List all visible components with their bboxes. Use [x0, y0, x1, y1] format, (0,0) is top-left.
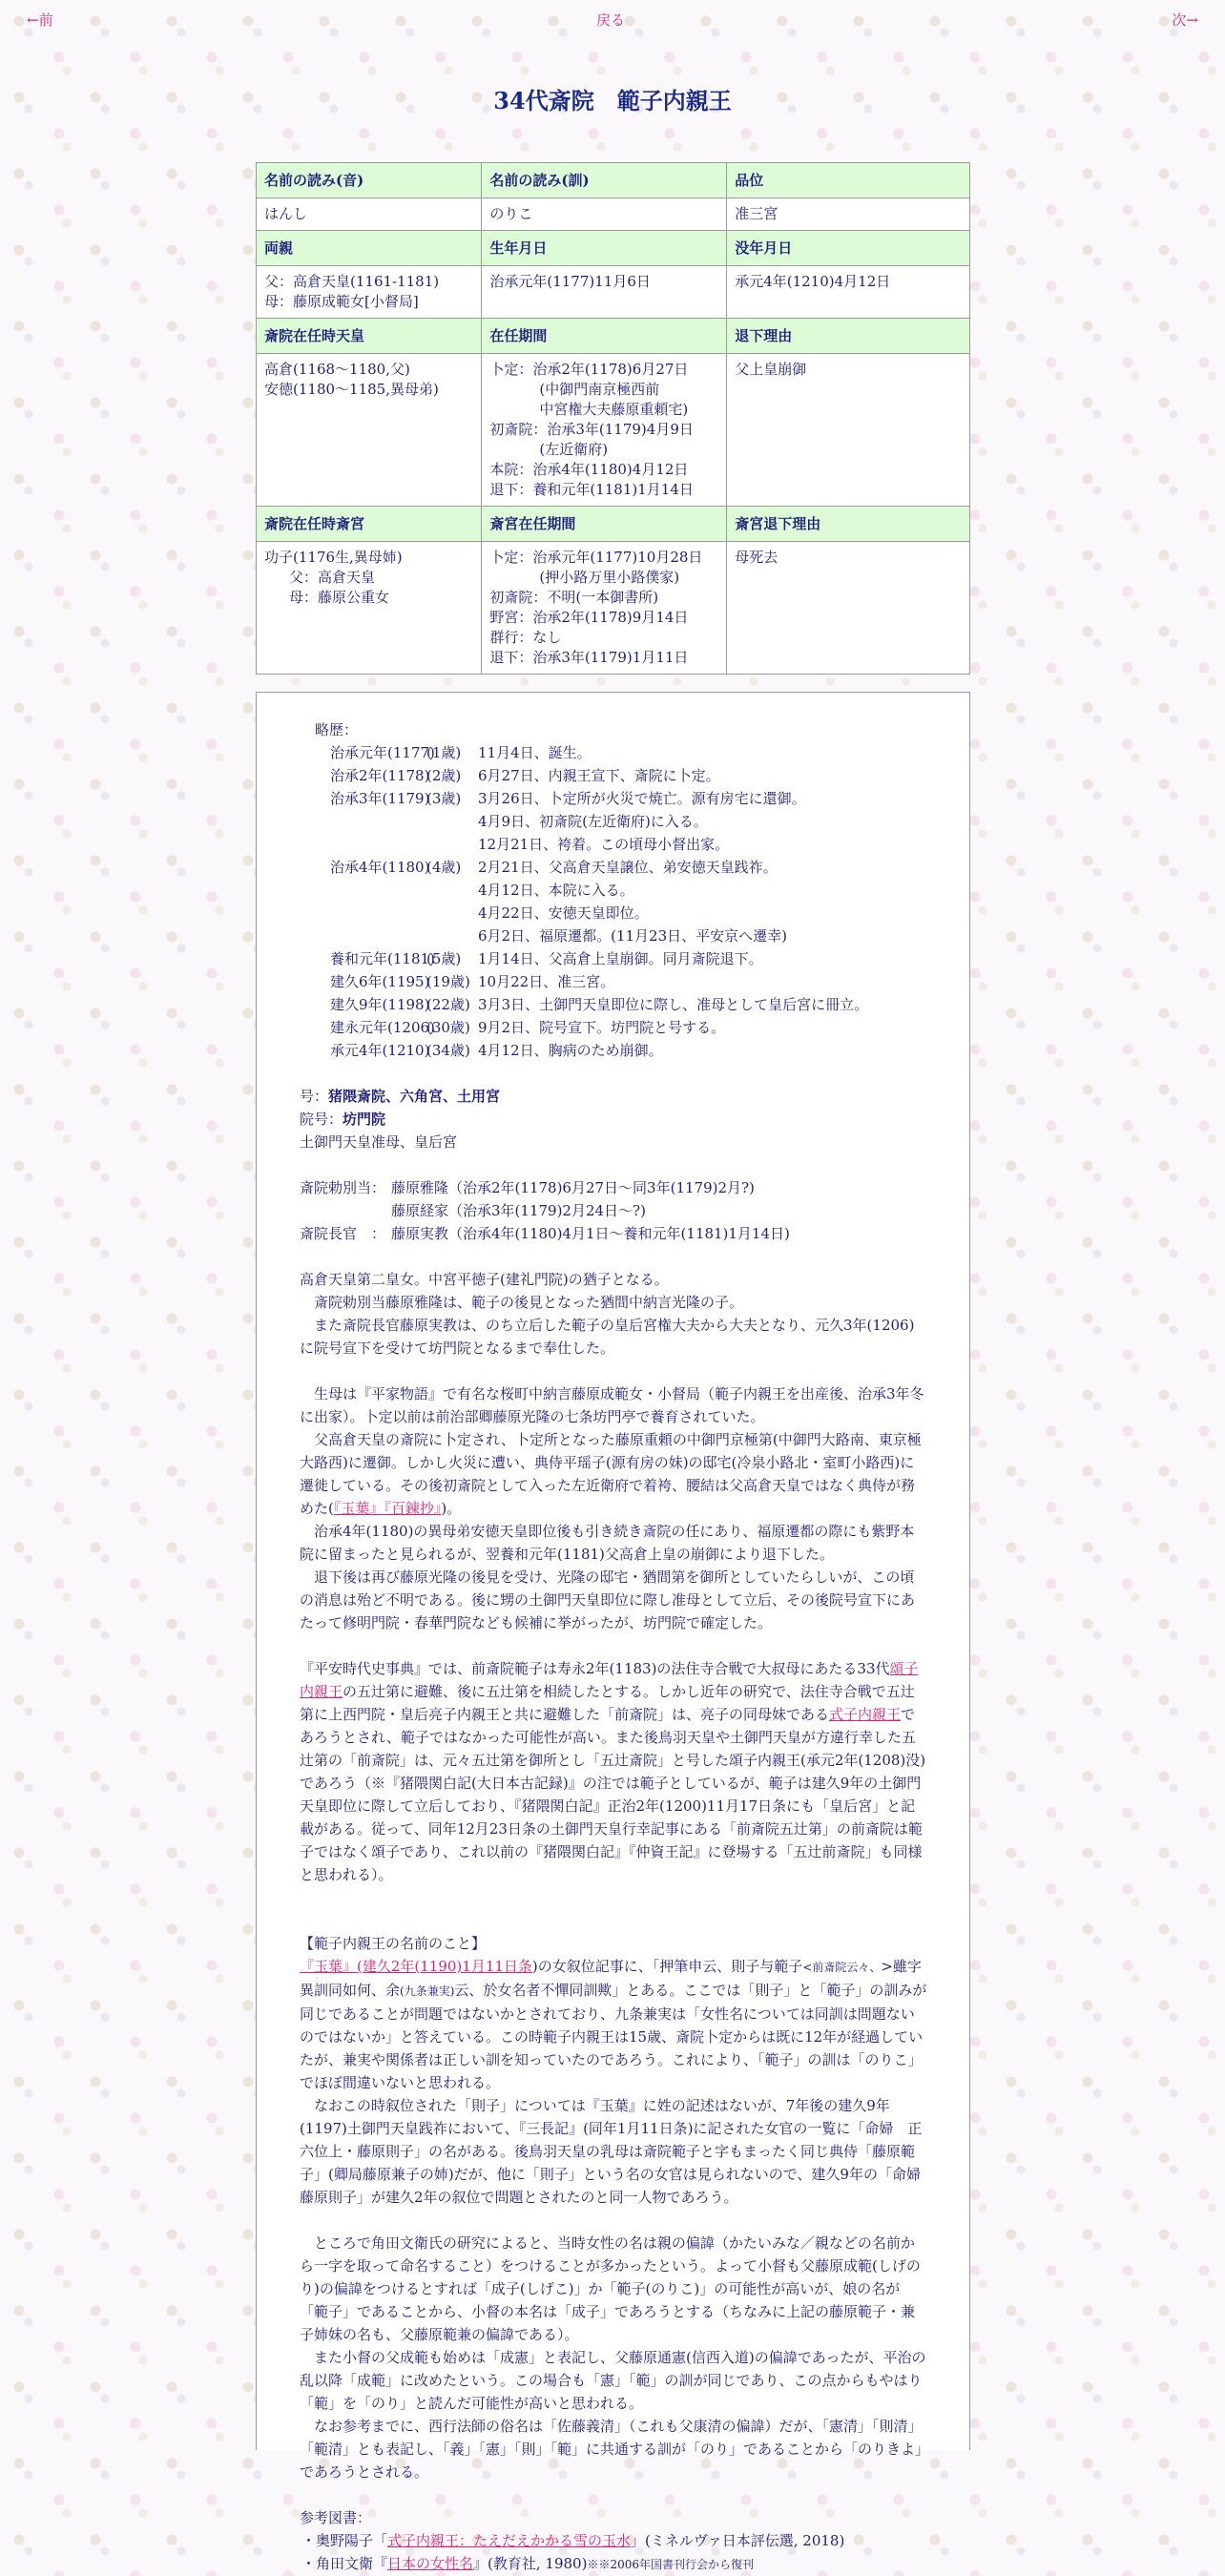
other-titles: 土御門天皇准母、皇后宮	[300, 1133, 458, 1151]
term-value	[482, 354, 727, 507]
header-parents: 両親	[257, 231, 482, 266]
reference-text: ・奥野陽子「	[301, 2532, 388, 2549]
biography-event: 10月22日、准三宮。	[478, 973, 615, 990]
biography-event: 6月2日、福原遷都。(11月23日、平安京へ遷幸)	[478, 927, 787, 945]
biography-age: (5歳)	[426, 950, 462, 967]
article-content	[300, 718, 927, 2576]
term-line: 卜定：治承2年(1178)6月27日	[489, 361, 689, 378]
saigu-term-line: 初斎院：不明(一本御書所)	[489, 589, 659, 606]
biography-era: 養和元年(1181)	[330, 950, 435, 967]
biography-row	[330, 810, 927, 833]
table-header-row	[257, 507, 970, 542]
official-name: 藤原雅隆（治承2年(1178)6月27日～同3年(1179)2月?)	[391, 1179, 755, 1196]
gou-line	[300, 1085, 927, 1108]
official-row	[300, 1176, 927, 1199]
shoshi-link[interactable]: 頌子内親王	[300, 1660, 919, 1700]
paragraph: 斎院勅別当藤原雅隆は、範子の後見となった猶間中納言光隆の子。	[300, 1294, 744, 1311]
gyokuyo-link[interactable]: 『玉葉』	[333, 1500, 384, 1517]
saigu-term-value	[482, 542, 727, 675]
paragraph-text: >雖字異訓同如何、余	[300, 1958, 922, 1999]
biography-age: (1歳)	[426, 744, 462, 761]
birth-value: 治承元年(1177)11月6日	[482, 266, 727, 319]
saigu-reason-value: 母死去	[727, 542, 970, 675]
biography-event: 3月26日、卜定所が火災で焼亡。源有房宅に還御。	[478, 790, 806, 807]
biography-age	[426, 810, 478, 833]
article-box	[256, 692, 970, 2572]
biography-age: (2歳)	[426, 767, 462, 784]
saigu-term-line: 退下：治承3年(1179)1月11日	[489, 649, 689, 666]
gyokuyo-entry-link[interactable]: 『玉葉』(建久2年(1190)1月11日条	[300, 1958, 532, 1975]
saigu-term-line: 野宮：治承2年(1178)9月14日	[489, 609, 689, 626]
paragraph-text: )の女叙位記事に、「押筆申云、則子与範子	[531, 1958, 803, 1975]
profile-table	[256, 162, 970, 675]
paragraph: 生母は『平家物語』で有名な桜町中納言藤原成範女・小督局（範子内親王を出産後、治承3年冬に出家）。卜定以前は前治部卿藤原光隆の七条坊門亭で養育されていた。	[300, 1385, 924, 1425]
header-saigu-term: 斎宮在任期間	[482, 507, 727, 542]
biography-event: 2月21日、父高倉天皇譲位、弟安徳天皇践祚。	[478, 859, 778, 876]
biography-era: 建久6年(1195)	[330, 973, 430, 990]
saigu-term-line: 卜定：治承元年(1177)10月28日	[489, 549, 703, 566]
paragraph	[300, 1955, 927, 2094]
header-retire-reason: 退下理由	[727, 319, 970, 354]
biography-row	[330, 902, 927, 924]
biography-era	[330, 924, 426, 947]
biography-row	[330, 993, 927, 1016]
saigu-term-line: 群行：なし	[489, 629, 562, 646]
term-line: (中御門南京極西前	[539, 381, 660, 398]
biography-era: 治承元年(1177)	[330, 744, 435, 761]
biography-era: 建永元年(1206)	[330, 1019, 435, 1036]
next-link[interactable]: 次→	[1172, 11, 1198, 29]
paragraph: ところで角田文衛氏の研究によると、当時女性の名は親の偏諱（かたいみな／親などの名前から一字を取って命名すること）をつけることが多かったという。よって小督も父藤原成範(しげのり)の偏諱をつけるとすれば「成子(しげこ)」か「範子(のりこ)」の可能性が高いが、娘の名が「範子」であることから、小督の本名は「成子」であろうとする（ちなみに上記の藤原範子・兼子姉妹の名も、父藤原範兼の偏諱である）。	[300, 2234, 921, 2343]
reference-text: 』(教育社, 1980)	[473, 2555, 588, 2572]
paragraph: 治承4年(1180)の異母弟安徳天皇即位後も引き続き斎院の任にあり、福原遷都の際にも紫野本院に留まったと見られるが、翌養和元年(1181)父高倉上皇の崩御により退下した。	[300, 1523, 915, 1563]
biography-era: 治承4年(1180)	[330, 859, 430, 876]
paragraph	[300, 1657, 927, 1886]
term-line: (左近衛府)	[539, 441, 609, 458]
biography-era: 治承2年(1178)	[330, 767, 430, 784]
emperor-line: 安徳(1180～1185,異母弟)	[264, 381, 439, 398]
table-row	[257, 542, 970, 675]
biography-row	[330, 879, 927, 902]
paragraph-text: 父高倉天皇の斎院に卜定され、卜定所となった藤原重頼の中御門京極第(中御門大路南、東京極大路西)に遷御。しかし火災に遭い、典侍平瑶子(源有房の妹)の邸宅(冷泉小路北・室町小路西)に遷徙している。その後初斎院として入った左近衛府で着袴、腰結は父高倉天皇ではなく典侍が務めた(	[300, 1431, 922, 1517]
header-rank: 品位	[727, 163, 970, 198]
reference-note: ※※2006年国書刊行会から復刊	[587, 2558, 754, 2571]
biography-list	[315, 741, 927, 1062]
term-line: 退下：養和元年(1181)1月14日	[489, 481, 694, 498]
biography-era	[330, 879, 426, 902]
biography-age: (4歳)	[426, 859, 462, 876]
gou-label: 号：	[300, 1088, 329, 1105]
header-emperor: 斎院在任時天皇	[257, 319, 482, 354]
biography	[315, 718, 927, 1062]
retire-reason-value: 父上皇崩御	[727, 354, 970, 507]
official-row	[300, 1222, 927, 1245]
back-link[interactable]: 戻る	[596, 11, 626, 29]
official-role: 斎院長官 ：	[300, 1225, 386, 1242]
biography-age: (34歳)	[426, 1042, 470, 1059]
paragraph-text: )。	[441, 1500, 462, 1517]
biography-event: 12月21日、袴着。この頃母小督出家。	[478, 836, 730, 853]
biography-era	[330, 810, 426, 833]
prev-link[interactable]: ←前	[27, 11, 53, 29]
biography-event: 1月14日、父高倉上皇崩御。同月斎院退下。	[478, 950, 763, 967]
paragraph: また斎院長官藤原実教は、のち立后した範子の皇后宮権大夫から大夫となり、元久3年(1206)に院号宣下を受けて坊門院となるまで奉仕した。	[300, 1317, 915, 1357]
hyakurensho-link[interactable]: 『百錬抄』	[384, 1500, 442, 1517]
biography-heading: 略歴：	[315, 721, 359, 738]
paragraph: また小督の父成範も始めは「成憲」と表記し、父藤原通憲(信西入道)の偏諱であったが、平治の乱以降「成範」に改めたという。この場合も「憲」「範」の訓が同じであり、この点からもやはり「範」を「のり」と読んだ可能性が高いと思われる。	[300, 2349, 926, 2412]
official-row	[300, 1199, 927, 1222]
parents-value	[257, 266, 482, 319]
biography-age: (19歳)	[426, 973, 470, 990]
annotation: <前斎院云々、	[802, 1961, 882, 1974]
reference-text: ・角田文衛『	[301, 2555, 388, 2572]
biography-age	[426, 924, 478, 947]
term-line: 初斎院：治承3年(1179)4月9日	[489, 421, 694, 438]
paragraph-text: 云、於女名者不憚同訓歟」とある。ここでは「則子」と「範子」の訓みが同じであることが問題ではないかとされており、九条兼実は「女性名については同訓は問題ないのではないか」と答えている。この時範子内親王は15歳、斎院卜定からは既に12年が経過していたが、兼実や関係者は正しい訓を知っていたのであろう。これにより、「範子」の訓は「のりこ」でほぼ間違いないと思われる。	[300, 1982, 927, 2091]
ingou-value: 坊門院	[343, 1111, 386, 1128]
emperor-line: 高倉(1168～1180,父)	[264, 361, 410, 378]
shikishi-link[interactable]: 式子内親王	[829, 1706, 902, 1723]
reference-text: 」(ミネルヴァ日本評伝選, 2018)	[631, 2532, 845, 2549]
saigu-line: 父：高倉天皇	[289, 569, 376, 586]
biography-row	[330, 1039, 927, 1062]
biography-age	[426, 902, 478, 924]
table-row	[257, 354, 970, 507]
reference-item	[300, 2552, 927, 2576]
biography-row	[330, 741, 927, 764]
biography-era: 建久9年(1198)	[330, 996, 430, 1013]
biography-row	[330, 1016, 927, 1039]
annotation: (九条兼実)	[400, 1984, 455, 1998]
header-birth: 生年月日	[482, 231, 727, 266]
biography-era	[330, 902, 426, 924]
term-line: 中宮権大夫藤原重頼宅)	[539, 401, 689, 418]
header-saigu-reason: 斎宮退下理由	[727, 507, 970, 542]
biography-row	[330, 787, 927, 810]
paragraph-text: であろうとされ、範子ではなかった可能性が高い。また後鳥羽天皇や土御門天皇が方違行幸した五辻第の「前斎院」は、元々五辻第を御所とし「五辻斎院」と号した頌子内親王(承元2年(1208)没)であろう（※『猪隈関白記(大日本古記録)』の注では範子としているが、範子は建久9年の土御門天皇即位に際して立后しており、『猪隈関白記』正治2年(1200)11月17日条にも「皇后宮」と記載がある。従って、同年12月23日条の土御門天皇行幸記事にある「前斎院五辻第」の前斎院は範子ではなく頌子であり、これ以前の『猪隈関白記』『仲資王記』に登場する「五辻前斎院」も同様と思われる）。	[300, 1706, 926, 1883]
biography-event: 9月2日、院号宣下。坊門院と号する。	[478, 1019, 726, 1036]
reading-kun-value: のりこ	[482, 198, 727, 231]
header-term: 在任期間	[482, 319, 727, 354]
header-death: 没年月日	[727, 231, 970, 266]
paragraph: なお参考までに、西行法師の俗名は「佐藤義清」（これも父康清の偏諱）だが、「憲清」「則清」「範清」とも表記し、「義」「憲」「則」「範」に共通する訓が「のり」であることから「のりきよ」であろうとされる。	[300, 2418, 923, 2481]
ingou-label: 院号：	[300, 1111, 343, 1128]
ingou-line	[300, 1108, 927, 1131]
header-saigu: 斎院在任時斎宮	[257, 507, 482, 542]
paragraph-text: 『平安時代史事典』では、前斎院範子は寿永2年(1183)の法住寺合戦で大叔母にあたる33代	[300, 1660, 890, 1677]
biography-age	[426, 879, 478, 902]
reference-link[interactable]: 式子内親王：たえだえかかる雪の玉水	[387, 2532, 632, 2549]
gou-value: 猪隈斎院、六角宮、土用宮	[328, 1088, 501, 1105]
death-value: 承元4年(1210)4月12日	[727, 266, 970, 319]
biography-event: 11月4日、誕生。	[478, 744, 592, 761]
official-role	[300, 1199, 391, 1222]
biography-event: 4月12日、本院に入る。	[478, 882, 634, 899]
table-header-row	[257, 319, 970, 354]
biography-era: 承元4年(1210)	[330, 1042, 430, 1059]
header-reading-on: 名前の読み(音)	[257, 163, 482, 198]
section-heading: 【範子内親王の名前のこと】	[300, 1935, 487, 1952]
biography-age: (30歳)	[426, 1019, 470, 1036]
biography-row	[330, 856, 927, 879]
table-row	[257, 266, 970, 319]
table-header-row	[257, 163, 970, 198]
biography-age: (3歳)	[426, 790, 462, 807]
paragraph: 高倉天皇第二皇女。中宮平徳子(建礼門院)の猶子となる。	[300, 1271, 669, 1288]
references-heading: 参考図書：	[300, 2509, 372, 2526]
page-title: 34代斎院 範子内親王	[493, 87, 732, 114]
father-line: 父：高倉天皇(1161-1181)	[264, 273, 440, 290]
reference-item	[300, 2529, 927, 2552]
table-header-row	[257, 231, 970, 266]
biography-event: 6月27日、内親王宣下、斎院に卜定。	[478, 767, 720, 784]
mother-line: 母：藤原成範女[小督局]	[264, 293, 419, 310]
official-name: 藤原実教（治承4年(1180)4月1日～養和元年(1181)1月14日)	[391, 1225, 790, 1242]
paragraph: 退下後は再び藤原光隆の後見を受け、光隆の邸宅・猶間第を御所としていたらしいが、この頃の消息は殆ど不明である。後に甥の土御門天皇即位に際し准母として立后、その後院号宣下にあたって修明門院・春華門院なども候補に挙がったが、坊門院で確定した。	[300, 1568, 916, 1631]
biography-row	[330, 947, 927, 970]
reading-on-value: はんし	[257, 198, 482, 231]
saigu-line: 功子(1176生,異母姉)	[264, 549, 403, 566]
paragraph	[300, 1428, 927, 1520]
biography-era	[330, 833, 426, 856]
rank-value: 准三宮	[727, 198, 970, 231]
emperors-value	[257, 354, 482, 507]
header-reading-kun: 名前の読み(訓)	[482, 163, 727, 198]
biography-event: 4月9日、初斎院(左近衛府)に入る。	[478, 813, 708, 830]
biography-row	[330, 764, 927, 787]
biography-row	[330, 833, 927, 856]
paragraph-text: の五辻第に避難、後に五辻第を相続したとする。しかし近年の研究で、法住寺合戦で五辻第に上西門院・皇后亮子内親王と共に避難した「前斎院」は、亮子の同母妹である	[300, 1683, 915, 1723]
saigu-term-line: (押小路万里小路僕家)	[539, 569, 680, 586]
biography-row	[330, 924, 927, 947]
biography-event: 4月12日、胸病のため崩御。	[478, 1042, 663, 1059]
reference-link[interactable]: 日本の女性名	[387, 2555, 474, 2572]
biography-row	[330, 970, 927, 993]
biography-event: 3月3日、土御門天皇即位に際し、准母として皇后宮に冊立。	[478, 996, 869, 1013]
biography-event: 4月22日、安徳天皇即位。	[478, 904, 649, 922]
table-row	[257, 198, 970, 231]
saigu-line: 母：藤原公重女	[289, 589, 390, 606]
term-line: 本院：治承4年(1180)4月12日	[489, 461, 689, 478]
saigu-value	[257, 542, 482, 675]
biography-age: (22歳)	[426, 996, 470, 1013]
biography-era: 治承3年(1179)	[330, 790, 430, 807]
official-name: 藤原経家（治承3年(1179)2月24日～?)	[391, 1202, 646, 1219]
top-navigation	[0, 10, 1225, 32]
biography-age	[426, 833, 478, 856]
paragraph: なおこの時叙位された「則子」については『玉葉』に姓の記述はないが、7年後の建久9年(1197)土御門天皇践祚において、『三長記』(同年1月11日条)に記された女官の一覧に「命婦 正六位上・藤原則子」の名がある。後鳥羽天皇の乳母は斎院範子と字もまったく同じ典侍「藤原範子」(卿局藤原兼子の姉)だが、他に「則子」という名の女官は見られないので、建久9年の「命婦藤原則子」が建久2年の叙位で問題とされたのと同一人物であろう。	[300, 2097, 923, 2206]
official-role: 斎院勅別当：	[300, 1179, 386, 1196]
